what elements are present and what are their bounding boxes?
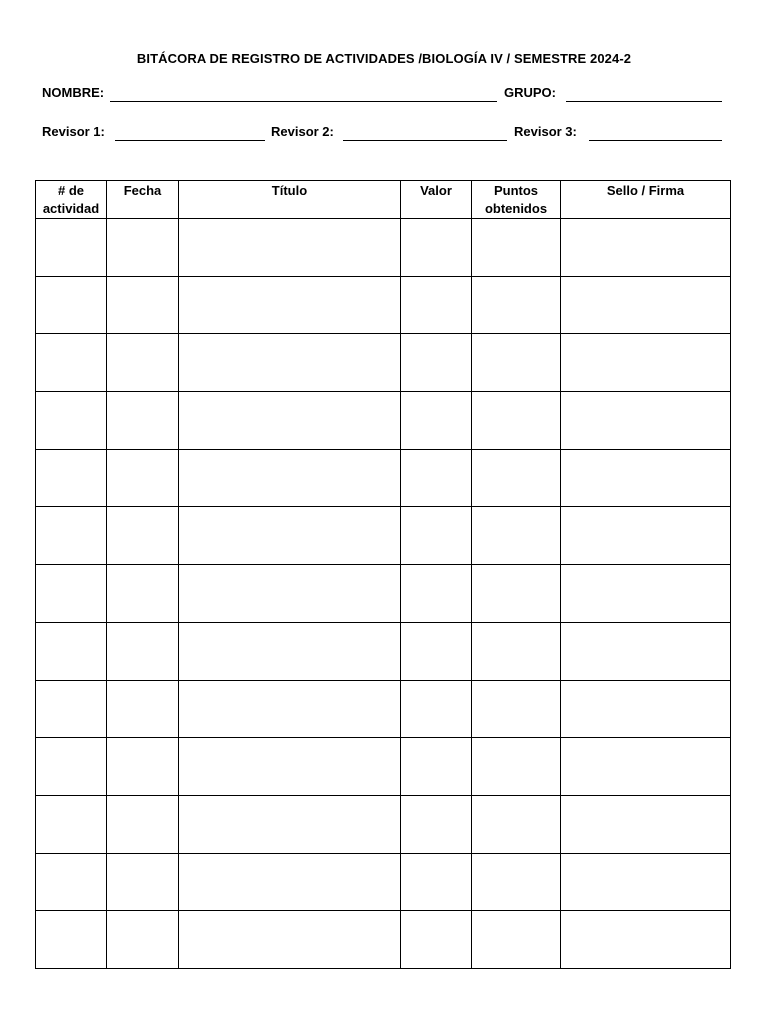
seal-signature-cell[interactable] <box>561 219 731 277</box>
activity-number-cell[interactable] <box>36 622 107 680</box>
nombre-label: NOMBRE: <box>42 85 105 100</box>
date-cell[interactable] <box>107 622 179 680</box>
points-cell[interactable] <box>472 565 561 623</box>
table-row <box>36 680 731 738</box>
activity-number-cell[interactable] <box>36 565 107 623</box>
seal-signature-cell[interactable] <box>561 738 731 796</box>
table-row <box>36 853 731 911</box>
points-cell[interactable] <box>472 392 561 450</box>
value-cell[interactable] <box>401 219 472 277</box>
value-cell[interactable] <box>401 392 472 450</box>
date-cell[interactable] <box>107 680 179 738</box>
title-cell[interactable] <box>179 622 401 680</box>
table-row <box>36 565 731 623</box>
date-cell[interactable] <box>107 853 179 911</box>
revisor3-label: Revisor 3: <box>514 124 577 139</box>
activity-number-cell[interactable] <box>36 738 107 796</box>
header-activity-number-line1: # de <box>57 183 84 198</box>
value-cell[interactable] <box>401 449 472 507</box>
table-row <box>36 795 731 853</box>
date-cell[interactable] <box>107 334 179 392</box>
seal-signature-cell[interactable] <box>561 507 731 565</box>
seal-signature-cell[interactable] <box>561 622 731 680</box>
title-cell[interactable] <box>179 565 401 623</box>
header-activity-number <box>36 181 107 219</box>
date-cell[interactable] <box>107 738 179 796</box>
activity-number-cell[interactable] <box>36 276 107 334</box>
revisor2-field[interactable] <box>343 140 507 141</box>
title-cell[interactable] <box>179 507 401 565</box>
value-cell[interactable] <box>401 507 472 565</box>
header-title <box>179 181 401 219</box>
activity-number-cell[interactable] <box>36 449 107 507</box>
value-cell[interactable] <box>401 853 472 911</box>
activity-number-cell[interactable] <box>36 392 107 450</box>
value-cell[interactable] <box>401 622 472 680</box>
date-cell[interactable] <box>107 507 179 565</box>
activity-number-cell[interactable] <box>36 795 107 853</box>
date-cell[interactable] <box>107 392 179 450</box>
title-cell[interactable] <box>179 911 401 969</box>
grupo-field[interactable] <box>566 101 722 102</box>
points-cell[interactable] <box>472 680 561 738</box>
title-cell[interactable] <box>179 276 401 334</box>
value-cell[interactable] <box>401 911 472 969</box>
seal-signature-cell[interactable] <box>561 392 731 450</box>
date-cell[interactable] <box>107 911 179 969</box>
title-cell[interactable] <box>179 680 401 738</box>
activity-number-cell[interactable] <box>36 334 107 392</box>
table-row <box>36 622 731 680</box>
activity-number-cell[interactable] <box>36 680 107 738</box>
header-date-label: Fecha <box>123 183 162 198</box>
header-seal-signature-label: Sello / Firma <box>606 183 685 198</box>
date-cell[interactable] <box>107 795 179 853</box>
date-cell[interactable] <box>107 565 179 623</box>
value-cell[interactable] <box>401 738 472 796</box>
title-cell[interactable] <box>179 795 401 853</box>
header-title-label: Título <box>271 183 308 198</box>
seal-signature-cell[interactable] <box>561 853 731 911</box>
table-body <box>36 219 731 969</box>
title-cell[interactable] <box>179 853 401 911</box>
points-cell[interactable] <box>472 219 561 277</box>
title-cell[interactable] <box>179 449 401 507</box>
points-cell[interactable] <box>472 622 561 680</box>
document-title: BITÁCORA DE REGISTRO DE ACTIVIDADES /BIOLOGÍA IV / SEMESTRE 2024-2 <box>136 51 632 66</box>
table-row <box>36 507 731 565</box>
revisor1-field[interactable] <box>115 140 265 141</box>
activity-number-cell[interactable] <box>36 507 107 565</box>
activity-number-cell[interactable] <box>36 853 107 911</box>
header-points-line1: Puntos <box>493 183 539 198</box>
revisor3-field[interactable] <box>589 140 722 141</box>
points-cell[interactable] <box>472 507 561 565</box>
seal-signature-cell[interactable] <box>561 565 731 623</box>
title-cell[interactable] <box>179 738 401 796</box>
table-row <box>36 911 731 969</box>
title-cell[interactable] <box>179 334 401 392</box>
points-cell[interactable] <box>472 334 561 392</box>
seal-signature-cell[interactable] <box>561 449 731 507</box>
points-cell[interactable] <box>472 911 561 969</box>
table-row <box>36 449 731 507</box>
value-cell[interactable] <box>401 680 472 738</box>
value-cell[interactable] <box>401 795 472 853</box>
grupo-label: GRUPO: <box>504 85 556 100</box>
points-cell[interactable] <box>472 795 561 853</box>
revisor1-label: Revisor 1: <box>42 124 105 139</box>
points-cell[interactable] <box>472 276 561 334</box>
seal-signature-cell[interactable] <box>561 680 731 738</box>
table-row <box>36 392 731 450</box>
value-cell[interactable] <box>401 565 472 623</box>
activity-number-cell[interactable] <box>36 219 107 277</box>
table-header-row <box>36 181 731 219</box>
points-cell[interactable] <box>472 738 561 796</box>
header-points <box>472 181 561 219</box>
seal-signature-cell[interactable] <box>561 334 731 392</box>
header-value <box>401 181 472 219</box>
title-cell[interactable] <box>179 219 401 277</box>
table-row <box>36 219 731 277</box>
seal-signature-cell[interactable] <box>561 276 731 334</box>
table-row <box>36 276 731 334</box>
activity-log-table <box>35 180 731 969</box>
table-row <box>36 334 731 392</box>
table-row <box>36 738 731 796</box>
value-cell[interactable] <box>401 276 472 334</box>
header-activity-number-line2: actividad <box>42 201 100 216</box>
header-seal-signature <box>561 181 731 219</box>
nombre-field[interactable] <box>110 101 497 102</box>
header-value-label: Valor <box>420 183 452 198</box>
date-cell[interactable] <box>107 219 179 277</box>
points-cell[interactable] <box>472 853 561 911</box>
date-cell[interactable] <box>107 449 179 507</box>
revisor2-label: Revisor 2: <box>271 124 334 139</box>
points-cell[interactable] <box>472 449 561 507</box>
date-cell[interactable] <box>107 276 179 334</box>
header-points-line2: obtenidos <box>484 201 548 216</box>
activity-number-cell[interactable] <box>36 911 107 969</box>
title-cell[interactable] <box>179 392 401 450</box>
header-date <box>107 181 179 219</box>
seal-signature-cell[interactable] <box>561 795 731 853</box>
value-cell[interactable] <box>401 334 472 392</box>
seal-signature-cell[interactable] <box>561 911 731 969</box>
